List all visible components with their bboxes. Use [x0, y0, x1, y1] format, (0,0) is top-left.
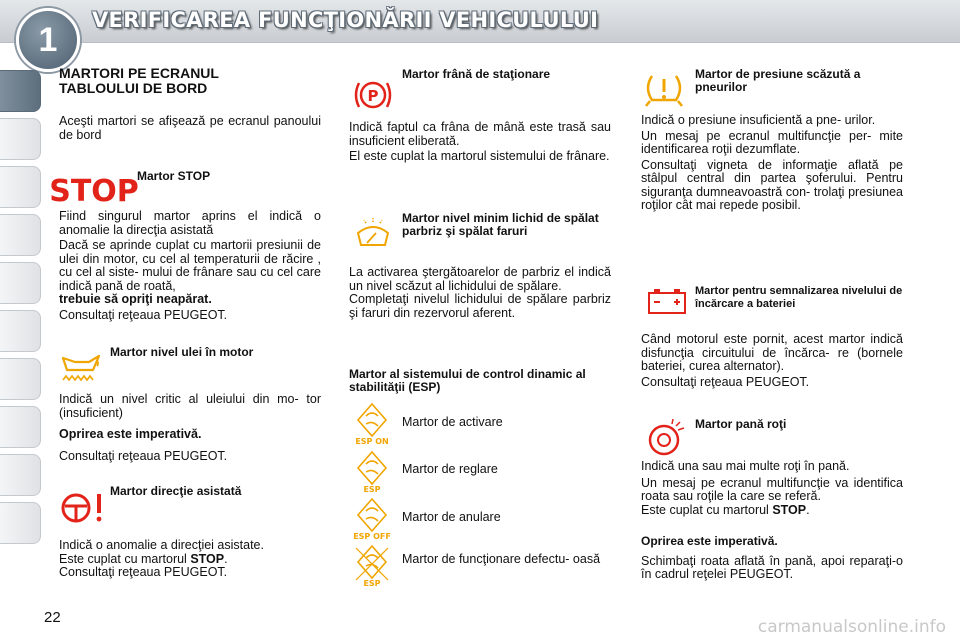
chapter-tab-2[interactable] — [0, 118, 41, 160]
esp-fault-icon — [350, 544, 394, 588]
battery-heading: Martor pentru semnalizarea nivelului de încărcare a bateriei — [695, 285, 903, 310]
puncture-desc-2: Un mesaj pe ecranul multifuncţie va identifica roata sau roţile la care se referă. — [641, 475, 903, 503]
steering-desc-1: Indică o anomalie a direcţiei asistate. — [59, 538, 264, 552]
washer-heading: Martor nivel minim lichid de spălat parbriz şi spălat faruri — [402, 211, 599, 238]
washer-desc-2: Completaţi nivelul lichidului de spălare parbriz şi faruri din rezervorul aferent. — [349, 292, 611, 320]
esp-off-icon-text: ESP OFF — [353, 532, 391, 541]
oil-desc-3: Consultaţi reţeaua PEUGEOT. — [59, 448, 228, 463]
oil-desc-1: Indică un nivel critic al uleiului din mo- tor (insuficient) — [59, 392, 321, 420]
esp-fault-label: Martor de funcţionare defectu- oasă — [402, 552, 601, 566]
tyre-pressure-desc-1: Indică o presiune insuficientă a pne- urilor. — [641, 113, 876, 127]
oil-heading: Martor nivel ulei în motor — [110, 345, 254, 359]
chapter-tab-9[interactable] — [0, 454, 41, 496]
parking-section — [349, 121, 611, 164]
stop-desc-2: Dacă se aprinde cuplat cu martorii presiunii de ulei din motor, cu cel al temperaturii de răcire , cu cel al siste- mului de frânare sau cu cel care indică pană de roată, — [59, 238, 321, 293]
battery-desc-1: Când motorul este pornit, acest martor indică disfuncţia circuitului de încărca- re (bornele bateriei, curea alternator). — [641, 332, 903, 373]
chapter-tab-8[interactable] — [0, 406, 41, 448]
oil-section — [59, 393, 321, 463]
chapter-tab-3[interactable] — [0, 166, 41, 208]
stop-desc-3: Consultaţi reţeaua PEUGEOT. — [59, 307, 228, 322]
column-1 — [59, 66, 321, 142]
puncture-heading: Martor pană roţi — [695, 417, 787, 431]
washer-section — [349, 266, 611, 320]
esp-regulation-icon-text: ESP — [363, 485, 381, 494]
esp-off-icon — [350, 497, 394, 541]
watermark: carmanualsonline.info — [757, 617, 946, 637]
steering-desc-3: Consultaţi reţeaua PEUGEOT. — [59, 565, 228, 579]
stop-heading: Martor STOP — [137, 169, 211, 183]
intro-text: Aceşti martori se afişează pe ecranul panoului de bord — [59, 114, 321, 142]
steering-desc-2-post: . — [224, 551, 228, 566]
oil-desc-bold: Oprirea este imperativă. — [59, 427, 202, 441]
stop-section — [59, 210, 321, 322]
tyre-pressure-desc-2: Un mesaj pe ecranul multifuncţie per- mite identificarea roţii dezumflate. — [641, 128, 903, 156]
chapter-tab-4[interactable] — [0, 214, 41, 256]
stop-icon-text: STOP — [49, 174, 139, 209]
power-steering-icon — [59, 486, 105, 526]
battery-section — [641, 333, 903, 389]
stop-desc-1: Fiind singurul martor aprins el indică o anomalie la direcţia asistată — [59, 209, 321, 237]
esp-heading: Martor al sistemului de control dinamic al stabilităţii (ESP) — [349, 367, 586, 394]
svg-text:P: P — [367, 87, 379, 105]
steering-heading: Martor direcţie asistată — [110, 484, 242, 498]
chapter-number-badge: 1 — [16, 8, 80, 72]
parking-heading: Martor frână de staţionare — [402, 67, 551, 81]
puncture-desc-5: Schimbaţi roata aflată în pană, apoi reparaţi-o în cadrul reţelei PEUGEOT. — [641, 553, 903, 581]
parking-brake-icon — [352, 74, 394, 116]
esp-regulation-label: Martor de reglare — [402, 462, 498, 476]
esp-regulation-icon — [350, 450, 394, 494]
puncture-desc-3-bold: STOP — [772, 502, 807, 517]
esp-fault-icon-text: ESP — [363, 579, 381, 588]
chapter-tabs — [0, 70, 44, 550]
puncture-desc-3 — [641, 504, 903, 518]
tyre-pressure-desc-3: Consultaţi vigneta de informaţie aflată pe stâlpul central din partea şoferului. Pentru siguranţa dumneavoastră con- trolaţi presiunea roţilor cât mai repede posibil. — [641, 157, 903, 212]
esp-cancel-label: Martor de anulare — [402, 510, 501, 524]
chapter-tab-1[interactable] — [0, 70, 41, 112]
tyre-pressure-heading: Martor de presiune scăzută a pneurilor — [695, 67, 861, 94]
flat-tyre-icon — [646, 418, 690, 458]
washer-fluid-icon — [354, 217, 392, 251]
tyre-pressure-section — [641, 114, 903, 213]
page-title: VERIFICAREA FUNCŢIONĂRII VEHICULULUI — [92, 8, 599, 32]
parking-desc-2: El este cuplat la martorul sistemului de frânare. — [349, 149, 610, 163]
chapter-tab-5[interactable] — [0, 262, 41, 304]
esp-activation-label: Martor de activare — [402, 415, 503, 429]
section-title: MARTORI PE ECRANUL TABLOULUI DE BORD — [59, 65, 219, 96]
puncture-section — [641, 460, 903, 582]
washer-desc-1: La activarea ştergătoarelor de parbriz el indică un nivel scăzut al lichidului de spălare. — [349, 265, 611, 293]
stop-warning-icon — [49, 172, 139, 209]
battery-icon — [647, 286, 687, 316]
puncture-desc-3-post: . — [806, 502, 810, 517]
chapter-tab-7[interactable] — [0, 358, 41, 400]
parking-desc-1: Indică faptul ca frâna de mână este trasă sau insuficient eliberată. — [349, 120, 611, 148]
tyre-pressure-icon — [642, 68, 686, 112]
puncture-desc-3-text: Este cuplat cu martorul — [641, 502, 773, 517]
esp-on-icon — [350, 402, 394, 446]
chapter-tab-10[interactable] — [0, 502, 41, 544]
steering-desc-2-text: Este cuplat cu martorul — [59, 551, 191, 566]
steering-section — [59, 539, 321, 580]
battery-desc-2: Consultaţi reţeaua PEUGEOT. — [641, 374, 810, 389]
stop-desc-bold: trebuie să opriţi neapărat. — [59, 292, 212, 306]
oil-can-icon — [59, 350, 103, 384]
esp-on-icon-text: ESP ON — [355, 437, 389, 446]
puncture-desc-1: Indică una sau mai multe roţi în pană. — [641, 459, 850, 473]
steering-desc-2 — [59, 553, 321, 567]
chapter-tab-6[interactable] — [0, 310, 41, 352]
steering-desc-2-bold: STOP — [190, 551, 225, 566]
puncture-desc-bold: Oprirea este imperativă. — [641, 534, 778, 548]
page-number: 22 — [44, 609, 61, 626]
